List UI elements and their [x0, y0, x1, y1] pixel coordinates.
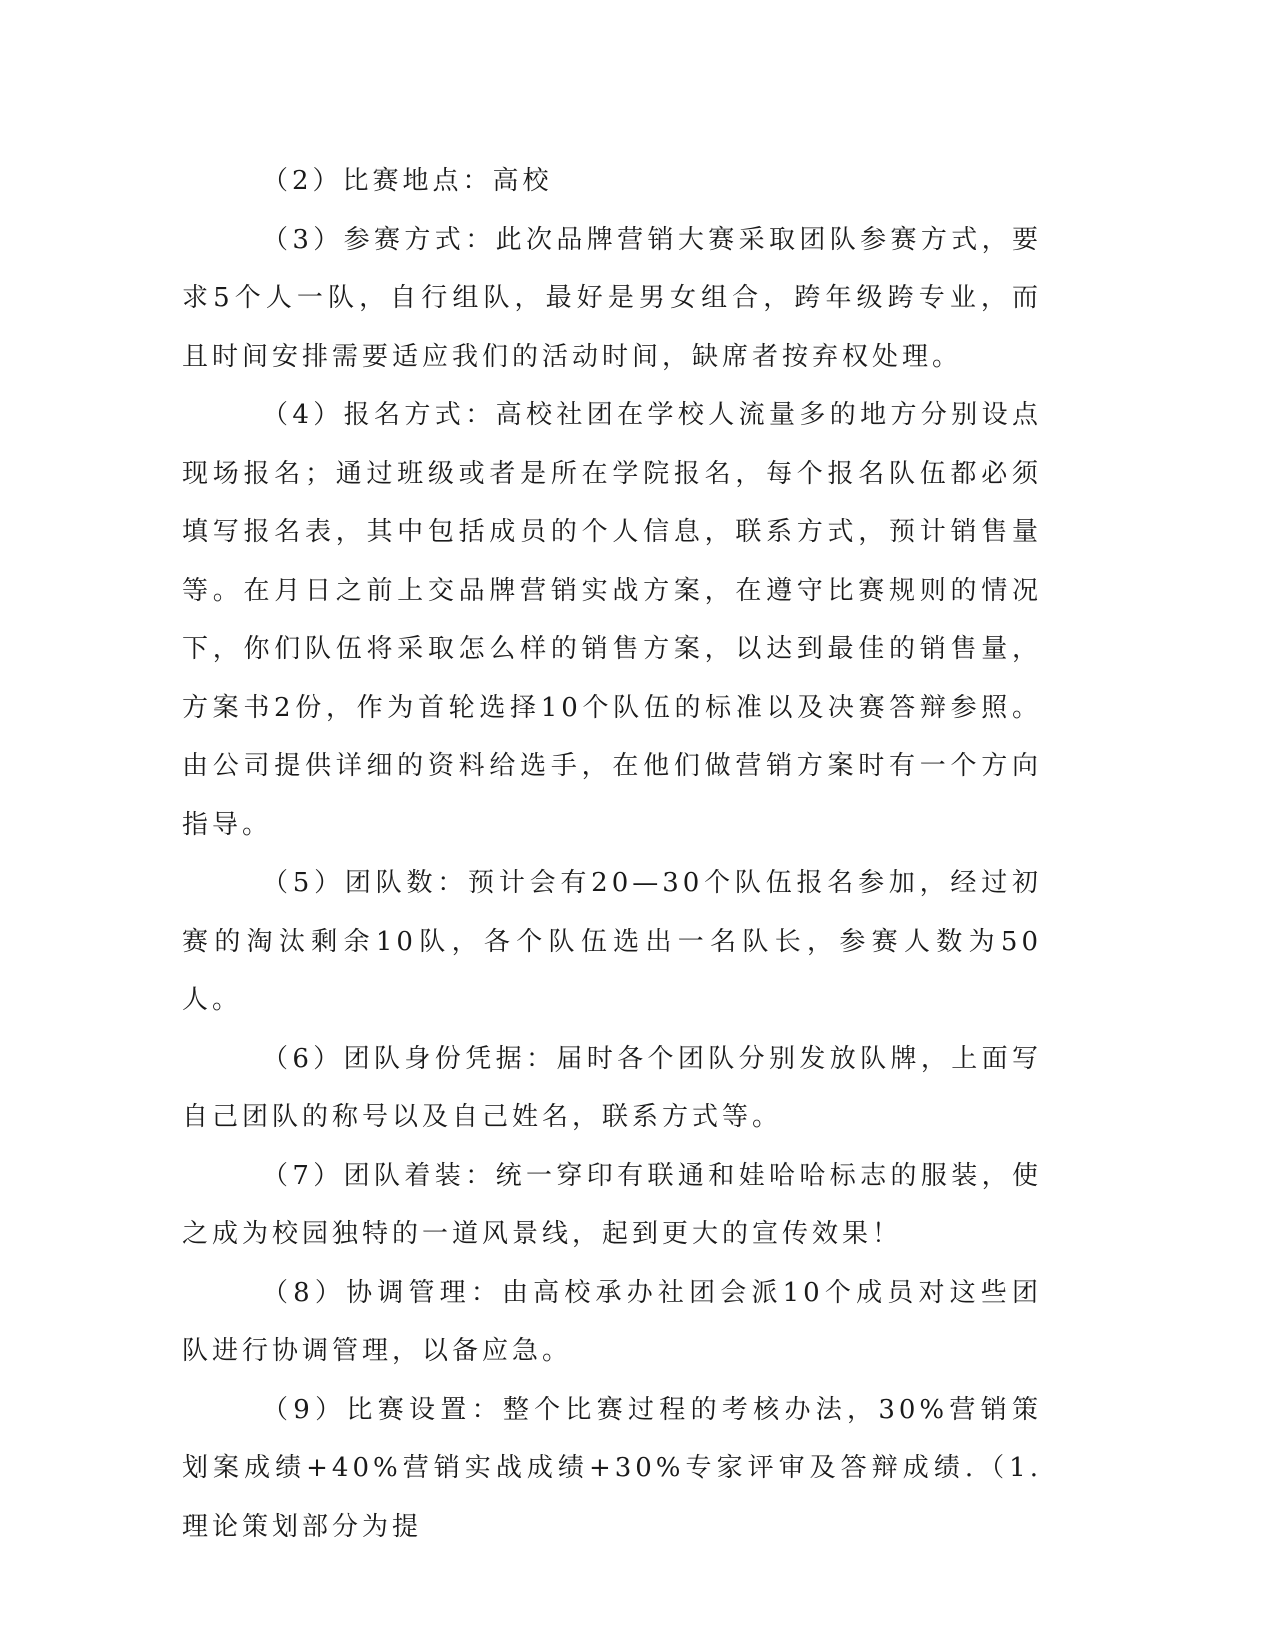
paragraph-venue: （2）比赛地点：高校 [262, 166, 553, 196]
paragraph-registration-method: （4）报名方式：高校社团在学校人流量多的地方分别设点现场报名；通过班级或者是所在学院报名，每个报名队伍都必须填写报名表，其中包括成员的个人信息，联系方式，预计销售量等。在月日之前上交品牌营销实战方案，在遵守比赛规则的情况下，你们队伍将采取怎么样的销售方案，以达到最佳的销售量，方案书2份，作为首轮选择10个队伍的标准以及决赛答辩参照。由公司提供详细的资料给选手，在他们做营销方案时有一个方向指导。 [182, 400, 1042, 840]
paragraph-participation-method: （3）参赛方式：此次品牌营销大赛采取团队参赛方式，要求5个人一队，自行组队，最好是男女组合，跨年级跨专业，而且时间安排需要适应我们的活动时间，缺席者按弃权处理。 [182, 224, 1042, 372]
paragraph-team-identity: （6）团队身份凭据：届时各个团队分别发放队牌，上面写自己团队的称号以及自己姓名，联系方式等。 [182, 1043, 1042, 1132]
paragraph-team-count: （5）团队数：预计会有20—30个队伍报名参加，经过初赛的淘汰剩余10队，各个队伍选出一名队长，参赛人数为50人。 [182, 868, 1042, 1015]
paragraph-coordination: （8）协调管理：由高校承办社团会派10个成员对这些团队进行协调管理，以备应急。 [182, 1277, 1042, 1366]
paragraph-competition-setup: （9）比赛设置：整个比赛过程的考核办法，30%营销策划案成绩+40%营销实战成绩+30%专家评审及答辩成绩.（1.理论策划部分为提 [182, 1394, 1042, 1542]
paragraph-team-attire: （7）团队着装：统一穿印有联通和娃哈哈标志的服装，使之成为校园独特的一道风景线，起到更大的宣传效果！ [182, 1160, 1042, 1249]
document-body [182, 152, 1042, 1556]
